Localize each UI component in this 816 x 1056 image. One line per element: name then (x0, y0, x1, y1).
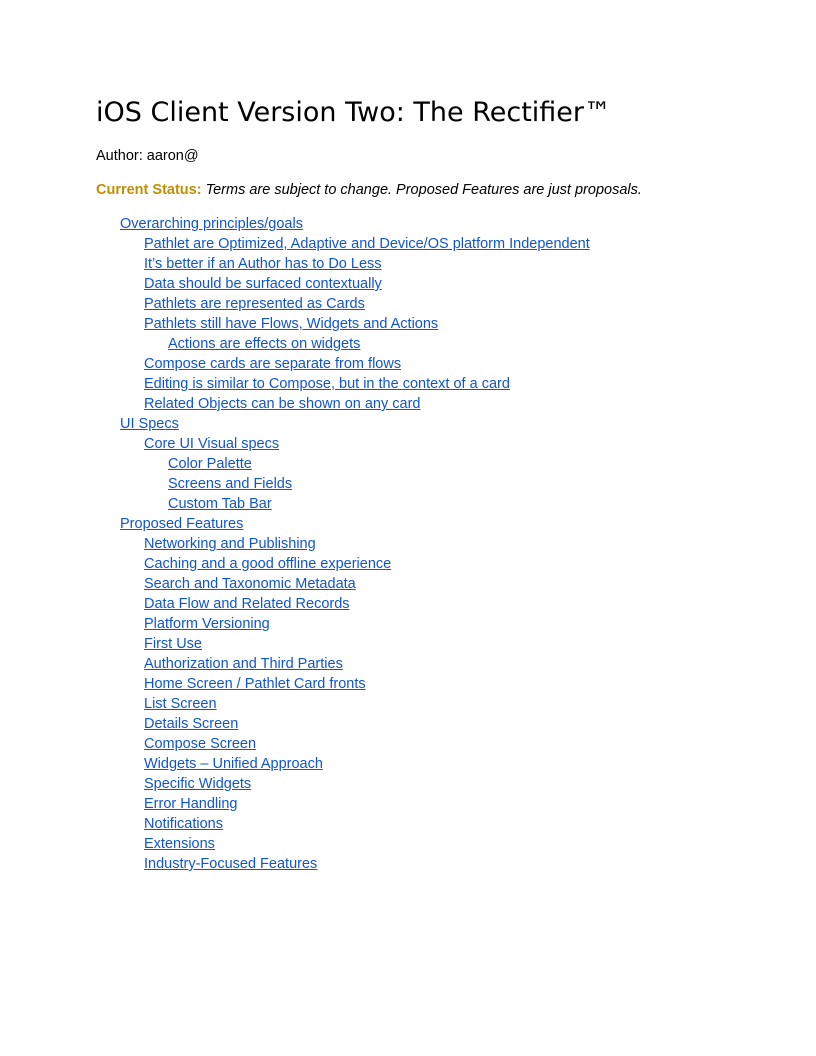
toc-link[interactable]: Data Flow and Related Records (144, 596, 350, 612)
toc-item (96, 614, 720, 634)
toc-item (96, 814, 720, 834)
toc-link[interactable]: Notifications (144, 816, 223, 832)
document-title: iOS Client Version Two: The Rectifier™ (96, 97, 612, 128)
toc-item (96, 554, 720, 574)
toc-item (96, 214, 720, 234)
toc-item (96, 394, 720, 414)
toc-link[interactable]: Compose Screen (144, 736, 257, 752)
toc-link[interactable]: Custom Tab Bar (168, 496, 272, 512)
toc-item (96, 634, 720, 654)
toc-item (96, 694, 720, 714)
toc-item (96, 454, 720, 474)
toc-link[interactable]: Screens and Fields (168, 476, 293, 492)
toc-item (96, 774, 720, 794)
toc-item (96, 534, 720, 554)
toc-item (96, 334, 720, 354)
toc-link[interactable]: Color Palette (168, 456, 252, 472)
toc-link[interactable]: Proposed Features (120, 516, 244, 532)
toc-item (96, 414, 720, 434)
toc-item (96, 794, 720, 814)
toc-link[interactable]: Authorization and Third Parties (144, 656, 343, 672)
toc-item (96, 434, 720, 454)
toc-item (96, 254, 720, 274)
toc-item (96, 674, 720, 694)
table-of-contents (96, 214, 720, 874)
toc-link[interactable]: Extensions (144, 836, 215, 852)
toc-link[interactable]: Platform Versioning (144, 616, 270, 632)
toc-link[interactable]: Related Objects can be shown on any card (144, 396, 421, 412)
toc-link[interactable]: It’s better if an Author has to Do Less (144, 256, 382, 272)
toc-item (96, 314, 720, 334)
toc-link[interactable]: List Screen (144, 696, 217, 712)
toc-link[interactable]: Actions are effects on widgets (168, 336, 361, 352)
toc-link[interactable]: Details Screen (144, 716, 239, 732)
toc-item (96, 354, 720, 374)
toc-link[interactable]: Networking and Publishing (144, 536, 316, 552)
toc-link[interactable]: Pathlets still have Flows, Widgets and Actions (144, 316, 439, 332)
toc-link[interactable]: Error Handling (144, 796, 238, 812)
toc-item (96, 854, 720, 874)
toc-link[interactable]: Home Screen / Pathlet Card fronts (144, 676, 366, 692)
toc-item (96, 234, 720, 254)
toc-item (96, 834, 720, 854)
toc-item (96, 754, 720, 774)
toc-item (96, 514, 720, 534)
status-label: Current Status: (96, 182, 202, 198)
toc-link[interactable]: Data should be surfaced contextually (144, 276, 382, 292)
toc-item (96, 714, 720, 734)
toc-link[interactable]: Search and Taxonomic Metadata (144, 576, 356, 592)
toc-item (96, 734, 720, 754)
toc-item (96, 374, 720, 394)
toc-link[interactable]: Pathlets are represented as Cards (144, 296, 365, 312)
toc-item (96, 494, 720, 514)
author-line: Author: aaron@ (96, 148, 199, 164)
toc-link[interactable]: First Use (144, 636, 202, 652)
document-page (96, 96, 720, 874)
status-line (96, 180, 720, 200)
toc-item (96, 274, 720, 294)
toc-item (96, 574, 720, 594)
toc-link[interactable]: Compose cards are separate from flows (144, 356, 402, 372)
toc-item (96, 474, 720, 494)
toc-link[interactable]: UI Specs (120, 416, 179, 432)
toc-link[interactable]: Widgets – Unified Approach (144, 756, 323, 772)
toc-item (96, 654, 720, 674)
toc-link[interactable]: Overarching principles/goals (120, 216, 303, 232)
toc-item (96, 294, 720, 314)
status-text: Terms are subject to change. Proposed Features are just proposals. (205, 182, 642, 198)
toc-link[interactable]: Industry-Focused Features (144, 856, 318, 872)
toc-link[interactable]: Caching and a good offline experience (144, 556, 392, 572)
toc-link[interactable]: Specific Widgets (144, 776, 252, 792)
toc-item (96, 594, 720, 614)
toc-link[interactable]: Core UI Visual specs (144, 436, 280, 452)
toc-link[interactable]: Editing is similar to Compose, but in the context of a card (144, 376, 510, 392)
toc-link[interactable]: Pathlet are Optimized, Adaptive and Device/OS platform Independent (144, 236, 590, 252)
